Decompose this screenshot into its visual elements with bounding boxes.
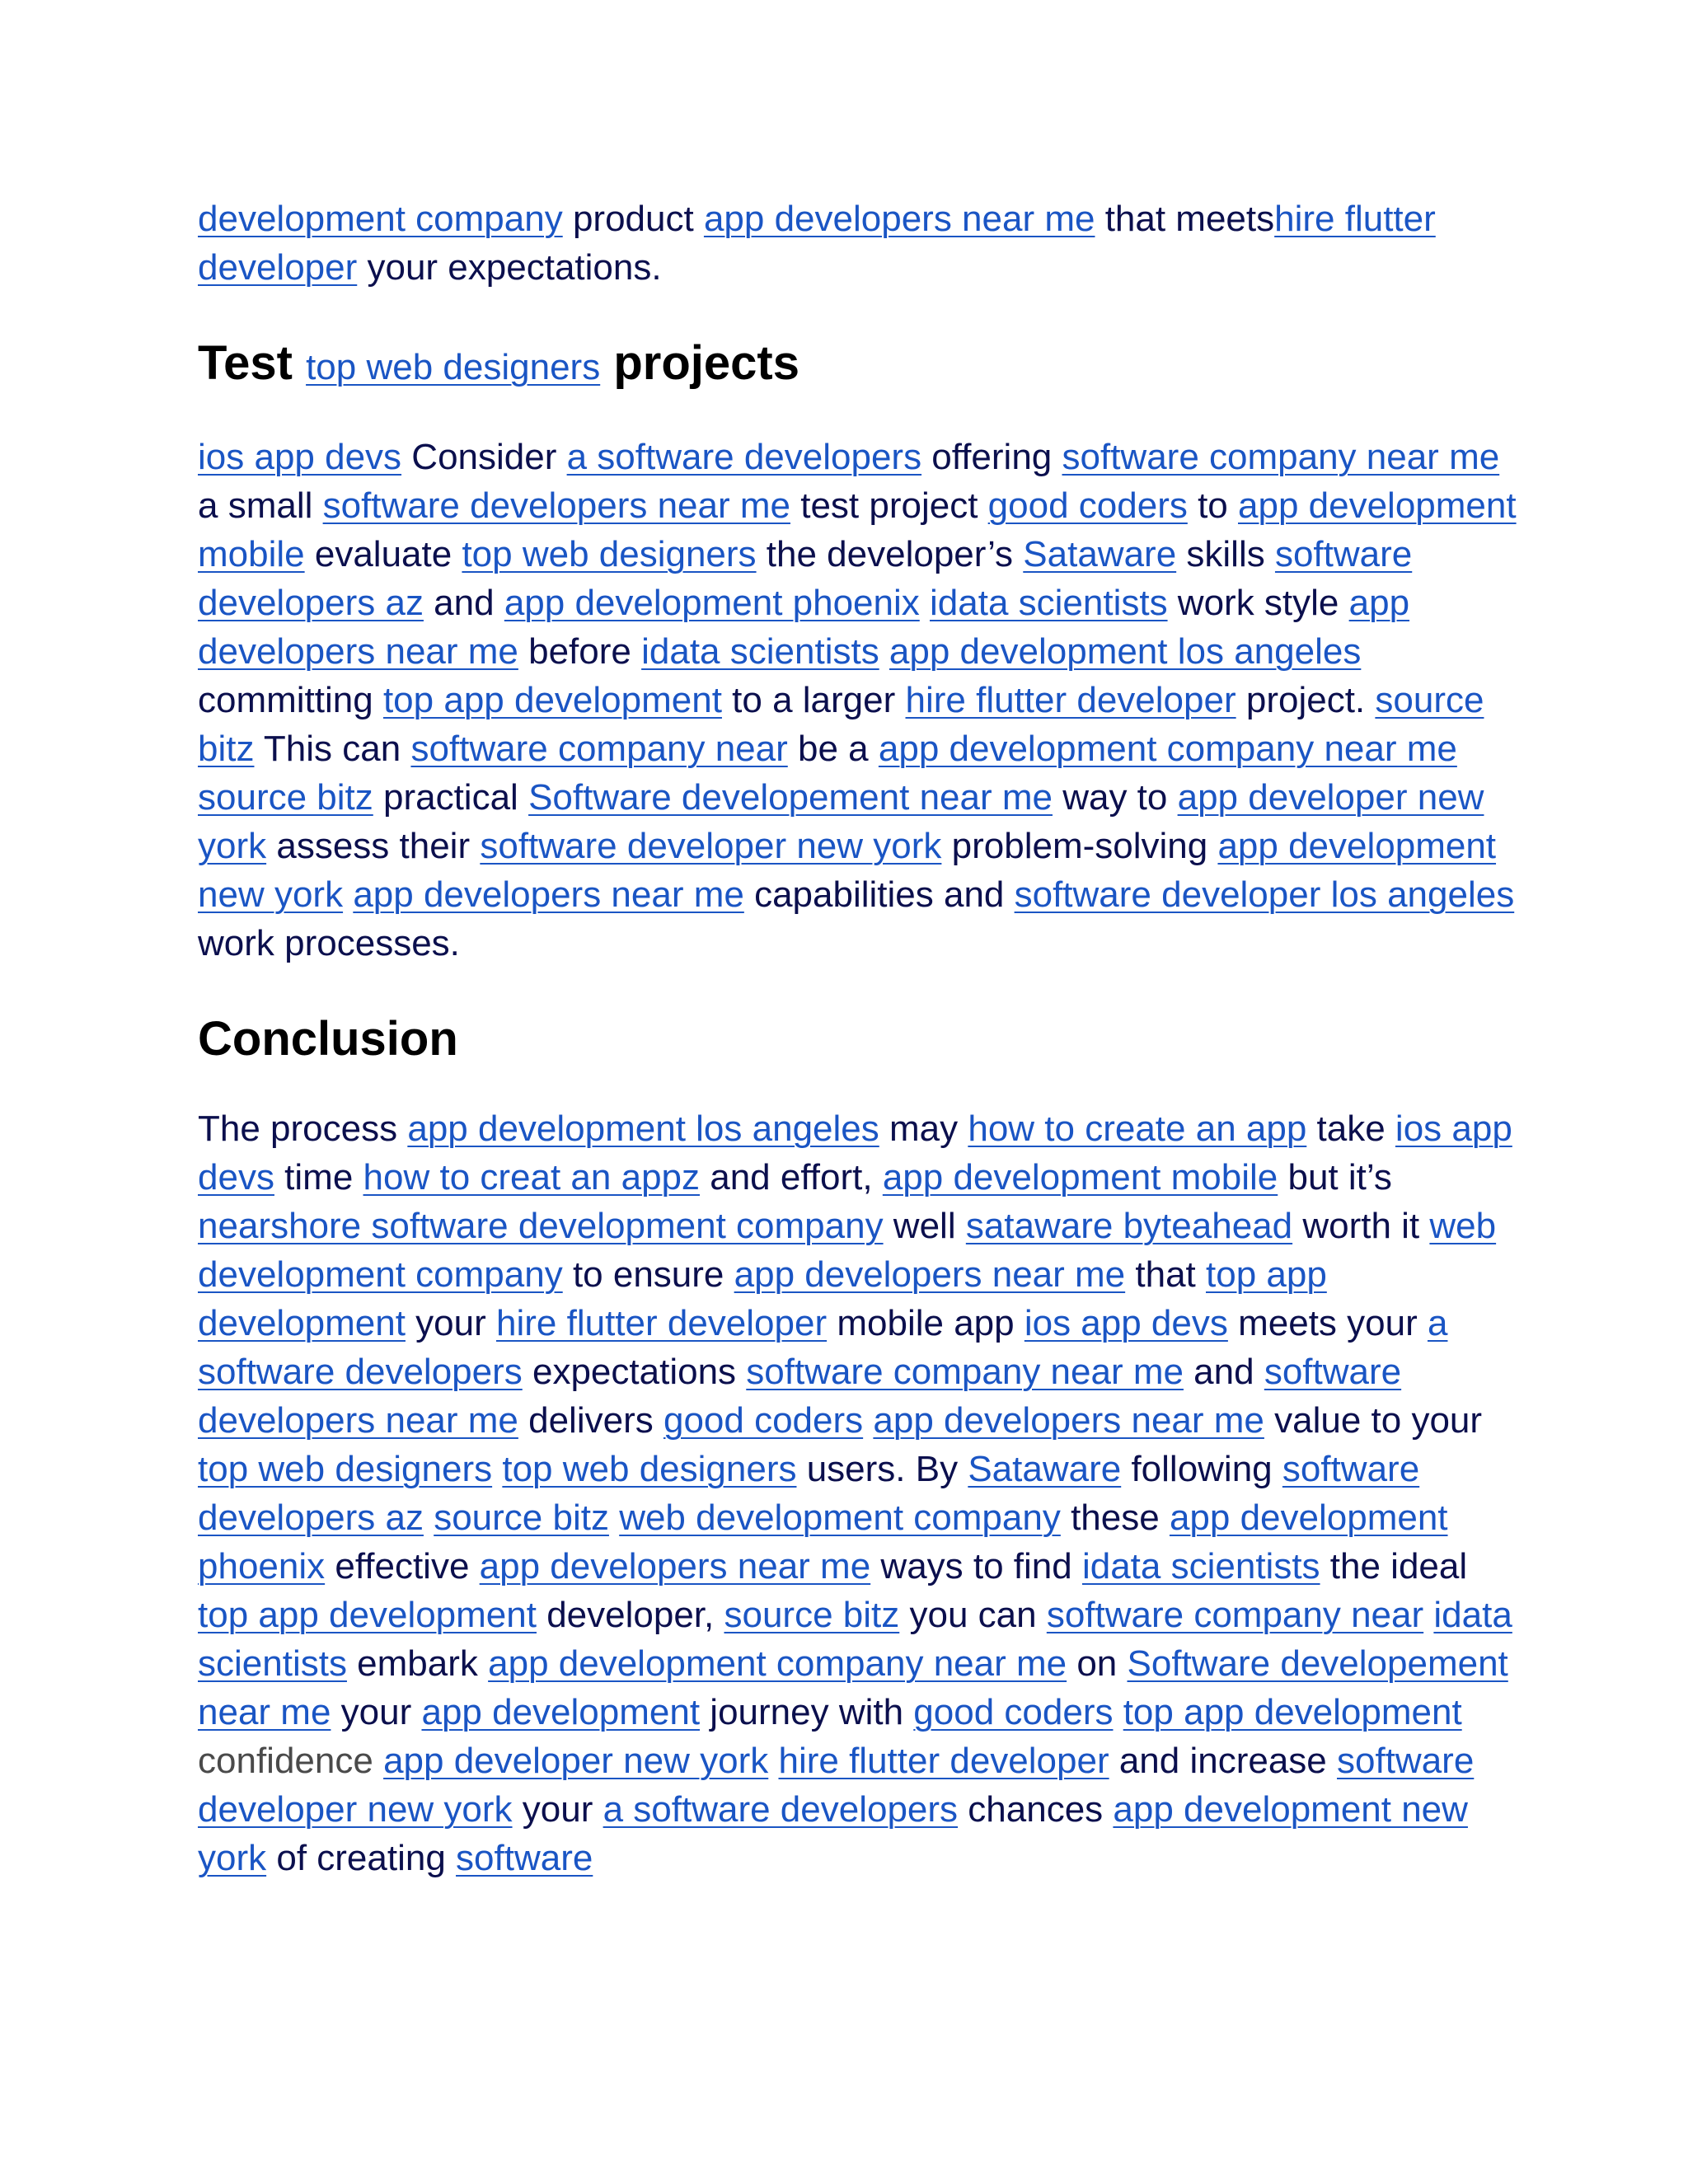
body-text: time <box>274 1157 363 1197</box>
hyperlink[interactable]: app developers near me <box>479 1546 871 1586</box>
body-text: the developer’s <box>756 534 1024 574</box>
hyperlink[interactable]: idata scientists <box>198 1595 1512 1684</box>
hyperlink[interactable]: app developer new york <box>198 777 1484 866</box>
hyperlink[interactable]: ios app devs <box>198 437 402 477</box>
body-text <box>609 1497 619 1538</box>
conclusion-heading: Conclusion <box>198 1012 458 1066</box>
hyperlink[interactable]: software <box>456 1838 593 1878</box>
hyperlink[interactable]: software developers az <box>198 1449 1420 1538</box>
hyperlink[interactable]: hire flutter developer <box>198 199 1436 288</box>
body-text: delivers <box>518 1400 663 1441</box>
body-text: and <box>423 583 504 623</box>
hyperlink[interactable]: ios app devs <box>198 1108 1512 1197</box>
body-text: the ideal <box>1320 1546 1468 1586</box>
hyperlink[interactable]: a software developers <box>198 1303 1448 1392</box>
document-content <box>198 194 1517 1882</box>
hyperlink[interactable]: ios app devs <box>1024 1303 1228 1343</box>
hyperlink[interactable]: app developers near me <box>198 583 1410 672</box>
hyperlink[interactable]: software company near <box>410 729 788 769</box>
hyperlink[interactable]: a software developers <box>566 437 922 477</box>
body-text: assess their <box>266 826 481 866</box>
body-text: work processes. <box>198 923 460 963</box>
body-text: to a larger <box>721 680 906 720</box>
hyperlink[interactable]: web development company <box>619 1497 1061 1538</box>
hyperlink[interactable]: good coders <box>663 1400 864 1441</box>
hyperlink[interactable]: top app development <box>382 680 722 720</box>
hyperlink[interactable]: source bitz <box>198 680 1484 769</box>
hyperlink[interactable]: software company near me <box>746 1352 1184 1392</box>
hyperlink[interactable]: app development mobile <box>198 485 1517 574</box>
hyperlink[interactable]: app development <box>421 1692 701 1732</box>
body-text: worth it <box>1292 1206 1430 1246</box>
body-text: product <box>562 199 704 239</box>
hyperlink[interactable]: idata scientists <box>1081 1546 1320 1586</box>
hyperlink[interactable]: hire flutter developer <box>496 1303 828 1343</box>
body-text: and <box>1183 1352 1264 1392</box>
body-text: following <box>1121 1449 1282 1489</box>
body-text: way to <box>1052 777 1178 818</box>
hyperlink[interactable]: app developer new york <box>383 1741 769 1781</box>
body-text: may <box>879 1108 968 1149</box>
body-text: well <box>883 1206 966 1246</box>
hyperlink[interactable]: top app development <box>1123 1692 1462 1732</box>
test-projects-paragraph <box>198 433 1517 968</box>
body-text: chances <box>958 1789 1114 1830</box>
body-text: to <box>1187 485 1238 526</box>
hyperlink[interactable]: top app development <box>198 1254 1327 1343</box>
body-text: developer, <box>536 1595 724 1635</box>
body-text: take <box>1306 1108 1395 1149</box>
body-text: that <box>1125 1254 1206 1295</box>
body-text: ways to find <box>870 1546 1082 1586</box>
hyperlink[interactable]: web development company <box>198 1206 1497 1295</box>
hyperlink[interactable]: top web designers <box>502 1449 797 1489</box>
body-text: your <box>331 1692 422 1732</box>
hyperlink[interactable]: Sataware <box>1023 534 1177 574</box>
hyperlink[interactable]: software developers near me <box>198 1352 1402 1441</box>
body-text: your <box>405 1303 496 1343</box>
body-text: your expectations. <box>357 247 662 288</box>
body-text: and effort, <box>700 1157 883 1197</box>
body-text: The process <box>198 1108 408 1149</box>
hyperlink[interactable]: Software developement near me <box>528 777 1053 818</box>
hyperlink[interactable]: software developers az <box>198 534 1413 623</box>
hyperlink[interactable]: source bitz <box>198 777 373 818</box>
hyperlink[interactable]: app development los angeles <box>889 631 1362 672</box>
hyperlink[interactable]: app development phoenix <box>504 583 920 623</box>
body-text: before <box>518 631 642 672</box>
body-text: your <box>512 1789 603 1830</box>
hyperlink[interactable]: app development company near me <box>878 729 1457 769</box>
hyperlink[interactable]: app development new york <box>198 1789 1468 1878</box>
body-text <box>1113 1692 1123 1732</box>
body-text: value to your <box>1264 1400 1483 1441</box>
hyperlink[interactable]: app development mobile <box>882 1157 1278 1197</box>
body-text: expectations <box>522 1352 747 1392</box>
hyperlink[interactable]: app development phoenix <box>198 1497 1448 1586</box>
hyperlink[interactable]: app development new york <box>198 826 1497 915</box>
hyperlink[interactable]: app development los angeles <box>407 1108 879 1149</box>
hyperlink[interactable]: how to creat an appz <box>363 1157 701 1197</box>
hyperlink[interactable]: good coders <box>987 485 1188 526</box>
body-text: you can <box>899 1595 1047 1635</box>
body-text: and increase <box>1109 1741 1338 1781</box>
hyperlink[interactable]: software developers near me <box>322 485 790 526</box>
hyperlink[interactable]: Sataware <box>968 1449 1122 1489</box>
body-text: Consider <box>401 437 567 477</box>
body-text: committing <box>198 680 383 720</box>
hyperlink[interactable]: software developer new york <box>480 826 942 866</box>
body-text <box>920 583 930 623</box>
body-text: on <box>1067 1643 1128 1684</box>
muted-text: confidence <box>198 1741 373 1781</box>
body-text: embark <box>346 1643 489 1684</box>
hyperlink[interactable]: app developers near me <box>873 1400 1264 1441</box>
hyperlink[interactable]: top app development <box>198 1595 537 1635</box>
body-text <box>424 1497 434 1538</box>
body-text: that meets <box>1095 199 1275 239</box>
body-text: be a <box>787 729 879 769</box>
hyperlink[interactable]: sataware byteahead <box>965 1206 1293 1246</box>
hyperlink[interactable]: software developer new york <box>198 1741 1475 1830</box>
body-text: practical <box>373 777 529 818</box>
body-text: work style <box>1167 583 1349 623</box>
body-text: offering <box>921 437 1062 477</box>
hyperlink[interactable]: software company near me <box>1062 437 1500 477</box>
hyperlink[interactable]: a software developers <box>603 1789 959 1830</box>
hyperlink[interactable]: top web designers <box>306 347 601 387</box>
body-text <box>879 631 889 672</box>
hyperlink[interactable]: source bitz <box>724 1595 900 1635</box>
body-text: but it’s <box>1278 1157 1392 1197</box>
hyperlink[interactable]: hire flutter developer <box>778 1741 1109 1781</box>
hyperlink[interactable]: app developers near me <box>703 199 1095 239</box>
body-text: journey with <box>700 1692 914 1732</box>
body-text: meets your <box>1227 1303 1428 1343</box>
hyperlink[interactable]: top web designers <box>462 534 757 574</box>
body-text: problem-solving <box>941 826 1218 866</box>
body-text: capabilities and <box>743 874 1015 915</box>
hyperlink[interactable]: good coders <box>913 1692 1114 1732</box>
conclusion-paragraph <box>198 1104 1517 1882</box>
body-text: effective <box>325 1546 480 1586</box>
body-text <box>373 1741 383 1781</box>
body-text <box>1423 1595 1433 1635</box>
body-text: project. <box>1236 680 1376 720</box>
hyperlink[interactable]: top web designers <box>198 1449 493 1489</box>
body-text: projects <box>600 336 799 390</box>
hyperlink[interactable]: app development company near me <box>488 1643 1067 1684</box>
hyperlink[interactable]: app developers near me <box>353 874 744 915</box>
body-text: a small <box>198 485 323 526</box>
body-text: to ensure <box>562 1254 734 1295</box>
body-text: skills <box>1176 534 1275 574</box>
body-text: of creating <box>266 1838 457 1878</box>
body-text: users. By <box>796 1449 968 1489</box>
body-text: evaluate <box>304 534 462 574</box>
body-text <box>492 1449 502 1489</box>
hyperlink[interactable]: app developers near me <box>734 1254 1126 1295</box>
hyperlink[interactable]: how to create an app <box>968 1108 1307 1149</box>
hyperlink[interactable]: idata scientists <box>930 583 1168 623</box>
body-text <box>768 1741 778 1781</box>
body-text: mobile app <box>827 1303 1025 1343</box>
body-text: these <box>1060 1497 1170 1538</box>
hyperlink[interactable]: development company <box>198 199 563 239</box>
body-text: Test <box>198 336 307 390</box>
body-text: test project <box>790 485 988 526</box>
hyperlink[interactable]: hire flutter developer <box>905 680 1236 720</box>
body-text <box>343 874 353 915</box>
hyperlink[interactable]: nearshore software development company <box>198 1206 884 1246</box>
test-projects-heading <box>198 335 1517 396</box>
body-text <box>863 1400 873 1441</box>
hyperlink[interactable]: software company near <box>1046 1595 1424 1635</box>
hyperlink[interactable]: idata scientists <box>641 631 879 672</box>
hyperlink[interactable]: Software developement near me <box>198 1643 1508 1732</box>
hyperlink[interactable]: software developer los angeles <box>1014 874 1515 915</box>
hyperlink[interactable]: source bitz <box>434 1497 609 1538</box>
intro-paragraph <box>198 194 1517 292</box>
body-text: This can <box>254 729 411 769</box>
